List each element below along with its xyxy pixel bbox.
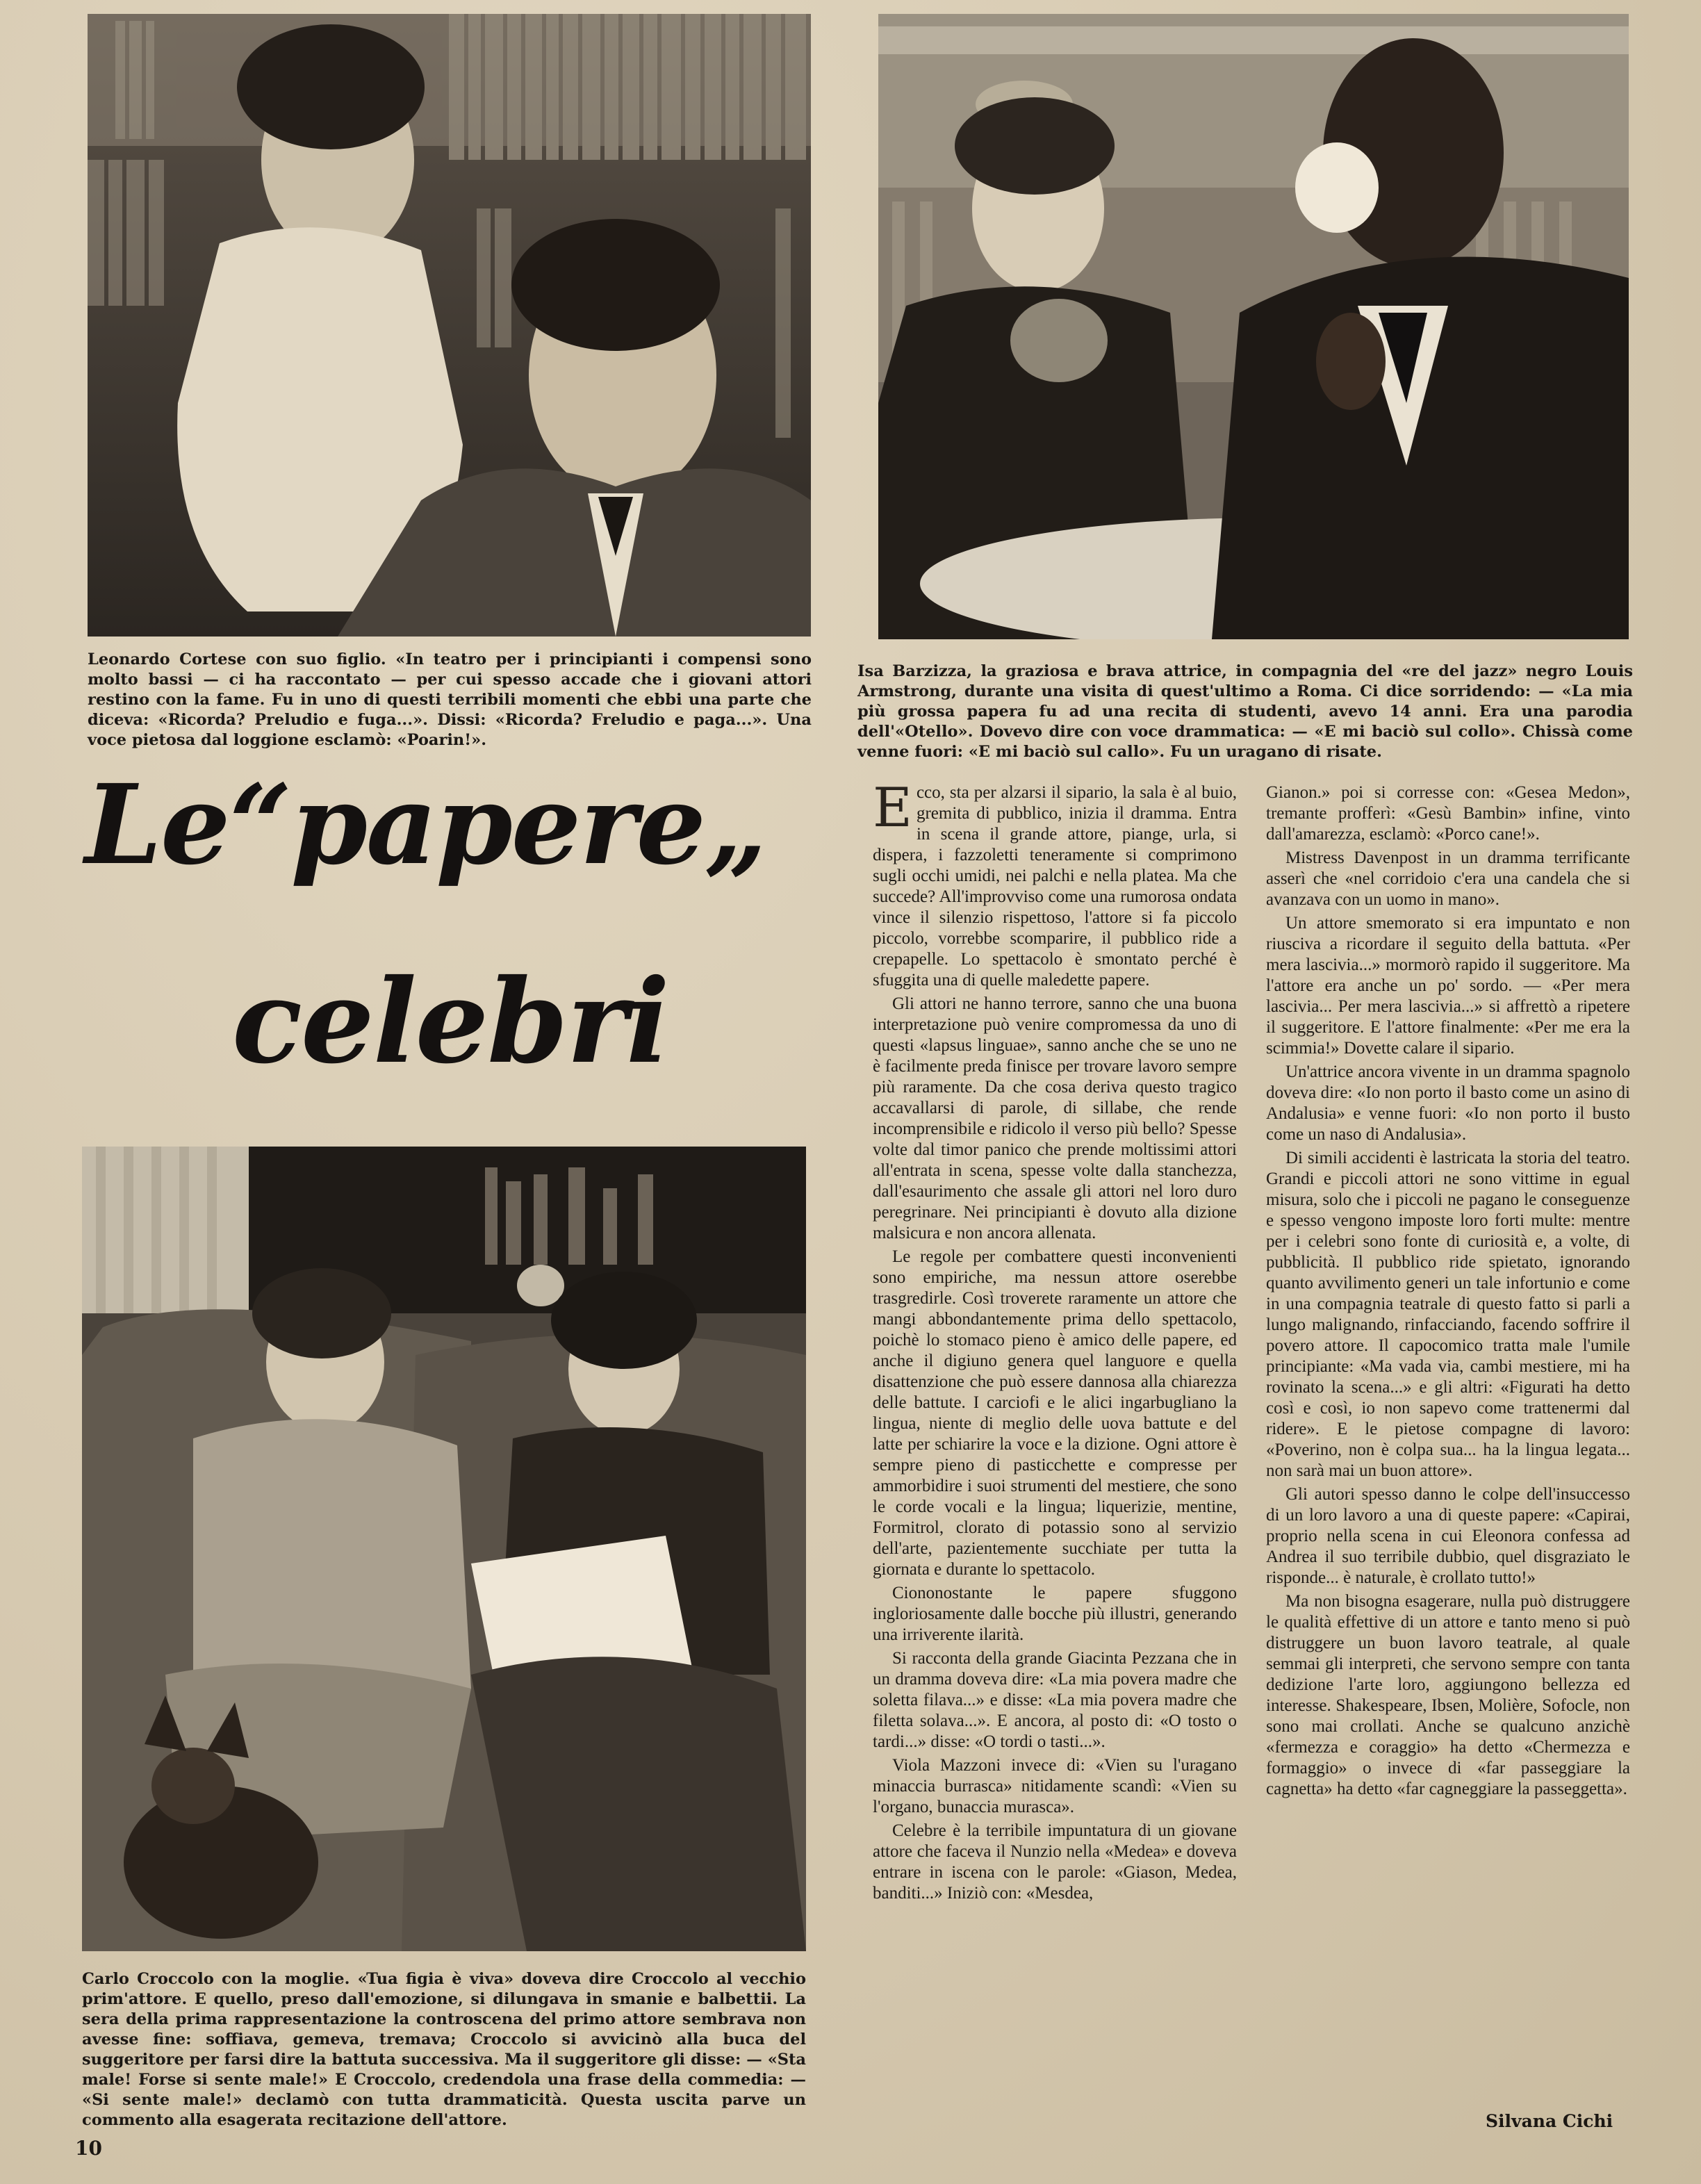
article-paragraph: Viola Mazzoni invece di: «Vien su l'uragano minaccia burrasca» nitidamente scandì: «Vien su l'organo, bunaccia murasca». [873,1756,1237,1816]
author-signature: Silvana Cichi [1486,2111,1613,2131]
article-column-1 [873,782,1237,2119]
article-paragraph: Si racconta della grande Giacinta Pezzana che in un dramma doveva dire: «La mia povera madre che soletta filava...» e disse: «La mia povera madre che filetta solava...». E ancora, al posto di: «O tosto o tardi...» disse: «O tordi o tasti...». [873,1649,1237,1751]
headline-line-1: Le“papere„ [85,761,767,889]
article-paragraph: Mistress Davenpost in un dramma terrificante asserì che «nel corridoio c'era una candela che si avanzava con un uomo in mano». [1266,848,1630,909]
article-paragraph: Un attore smemorato si era impuntato e non riusciva a ricordare il seguito della battuta. «Per mera lascivia...» mormorò rapido il suggeritore. Ma l'attore era anche un po' sordo. — «Per mera lascivia... Per mera lascivia...» si affrettò a ripetere il suggeritore. E l'attore finalmente: «Per me era la scimmia!» Dovette calare il sipario. [1266,914,1630,1058]
article-paragraph: Gli attori ne hanno terrore, sanno che una buona interpretazione può venire compromessa da uno di questi «lapsus linguae», sanno anche che se uno ne è facilmente preda finisce per trovare lavoro sempre più raramente. Da che cosa deriva questo tragico accavallarsi di parole, di sillabe, che rende incomprensibile e ridicolo il verso più bello? Spesse volte dal timor panico che prende moltissimi attori all'entrata in scena, spesse volte dalla stanchezza, dall'esaurimento che assale gli attori nel loro duro peregrinare. Nei principianti è dovuto alla dizione malsicura e non ancora allenata. [873,994,1237,1242]
drop-cap: E [873,782,912,839]
article-paragraph: Celebre è la terribile impuntatura di un giovane attore che faceva il Nunzio nella «Medea» e doveva entrare in iscena con le parole: «Giason, Medea, banditi...» Iniziò con: «Mesdea, [873,1821,1237,1903]
article-paragraph: Un'attrice ancora vivente in un dramma spagnolo doveva dire: «Io non porto il basto come un asino di Andalusia» e venne fuori: «Io non porto il busto come un naso di Andalusia». [1266,1062,1630,1144]
caption-top-right: Isa Barzizza, la graziosa e brava attrice, in compagnia del «re del jazz» negro Louis Armstrong, durante una visita di quest'ultimo a Roma. Ci dice sorridendo: — «La mia più grossa papera fu ad una recita di studenti, avevo 14 anni. Era una parodia dell'«Otello». Dovevo dire con voce drammatica: — «E mi baciò sul collo». Chissà come venne fuori: «E mi baciò sul callo». Fu un uragano di risate. [857,662,1633,761]
photo-barzizza-armstrong [878,14,1629,639]
caption-top-left: Leonardo Cortese con suo figlio. «In teatro per i principianti i compensi sono molto bassi — ci ha raccontato — per cui spesso accade che i giovani attori restino con la fame. Fu in uno di questi terribili momenti che ebbi una parte che diceva: «Ricorda? Preludio e fuga...». Dissi: «Ricorda? Freludio e paga...». Una voce pietosa dal loggione esclamò: «Poarin!». [88,650,812,749]
article-paragraph: Ma non bisogna esagerare, nulla può distruggere le qualità effettive di un attore e tanto meno si può distruggere un buon lavoro teatrale, al quale semmai gli interpreti, che servono sempre con tanta dedizione l'arte loro, aggiungono bellezza ed interesse. Shakespeare, Ibsen, Molière, Sofocle, non sono mai crollati. Anche se qualcuno anzichè «fermezza e coraggio» ha detto «Chermezza e formaggio» o invece di «far passeggiare la cagnetta» ha detto «far cagneggiare la passeggetta». [1266,1592,1630,1798]
article-paragraph: Ciononostante le papere sfuggono ingloriosamente dalle bocche più illustri, generando una irriverente ilarità. [873,1584,1237,1644]
article-paragraph-text: cco, sta per alzarsi il sipario, la sala è al buio, gremita di pubblico, inizia il dramma. Entra in scena il grande attore, piange, urla, si dispera, i fazzoletti teneramente si comprimono sugli occhi umidi, nei palchi e nella platea. Ma che succede? All'improvviso come una rumorosa ondata vince il silenzio rispettoso, l'attore si fa piccolo piccolo, vorrebbe scomparire, il pubblico ride a crepapelle. Lo spettacolo è smontato perché è sfuggita una di quelle maledette papere. [873,783,1237,990]
photo-cortese-son [88,14,811,637]
caption-bottom-left: Carlo Croccolo con la moglie. «Tua figia è viva» doveva dire Croccolo al vecchio prim'attore. E quello, preso dall'emozione, si dilungava in smanie e balbettii. La sera della prima rappresentazione la controscena del primo attore sembrava non avesse fine: soffiava, gemeva, tremava; Croccolo si avvicinò alla buca del suggeritore per farsi dire la battuta successiva. Ma il suggeritore gli disse: — «Sta male! Forse si sente male!» E Croccolo, credendola una frase della commedia: — «Si sente male!» declamò con tutta drammaticità. Questa uscita parve un commento alla esagerata recitazione dell'attore. [82,1970,806,2129]
headline-line-2: celebri [232,954,668,1090]
article-column-2 [1266,782,1630,2097]
photo-cortese-son-image [88,14,811,637]
page-number: 10 [75,2137,102,2160]
article-paragraph: Di simili accidenti è lastricata la storia del teatro. Grandi e piccoli attori ne sono vittime in egual misura, solo che i piccoli ne pagano le conseguenze e spesso vengono imposte loro forti multe: mentre per i celebri sono fonte di curiosità e, a volte, di pubblicità. Il pubblico ride spietato, ignorando quanto avvilimento generi un tale infortunio e come in una compagnia teatrale di questo fatto si parli a lungo malignando, rinfacciando, facendo soffrire il povero attore. Il capocomico tratta male l'umile principiante: «Ma vada via, cambi mestiere, mi ha rovinato la scena...» e gli altri: «Figurati ha detto così e così, io non sapevo come trattenermi dal ridere». E le pietose compagne di lavoro: «Poverino, non è colpa sua... ha la lingua legata... non sarà mai un buon attore». [1266,1149,1630,1480]
photo-croccolo-wife-image [82,1147,806,1951]
photo-barzizza-armstrong-image [878,14,1629,639]
photo-croccolo-wife [82,1147,806,1951]
article-paragraph [873,782,1237,991]
article-paragraph: Le regole per combattere questi inconvenienti sono empiriche, ma nessun attore oserebbe trasgredirle. Così troverete raramente un attore che mangi abbondantemente prima dello spettacolo, poichè lo stomaco pieno è amico delle papere, ed anche il digiuno genera quel languore e quella disattenzione che può essere dannosa alla chiarezza delle battute. I carciofi e le alici ingarbugliano la lingua, niente di meglio delle uova battute e del latte per schiarire la voce e la dizione. Ogni attore è sempre pieno di pasticchette e compresse per ammorbidire i suoi strumenti del mestiere, che sono le corde vocali e la lingua; liquerizie, mentine, Formitrol, clorato di potassio sono al servizio dell'arte, pazientemente succhiate per tutta la giornata e durante lo spettacolo. [873,1247,1237,1579]
article-paragraph: Gli autori spesso danno le colpe dell'insuccesso di un loro lavoro a una di queste papere: «Capirai, proprio nella scena in cui Eleonora confessa ad Andrea il suo terribile dubbio, quel disgraziato le risponde... è naturale, è crollato tutto!» [1266,1485,1630,1587]
article-paragraph: Gianon.» poi si corresse con: «Gesea Medon», tremante profferì: «Gesù Bambin» infine, vinto dall'amarezza, esclamò: «Porco cane!». [1266,783,1630,844]
